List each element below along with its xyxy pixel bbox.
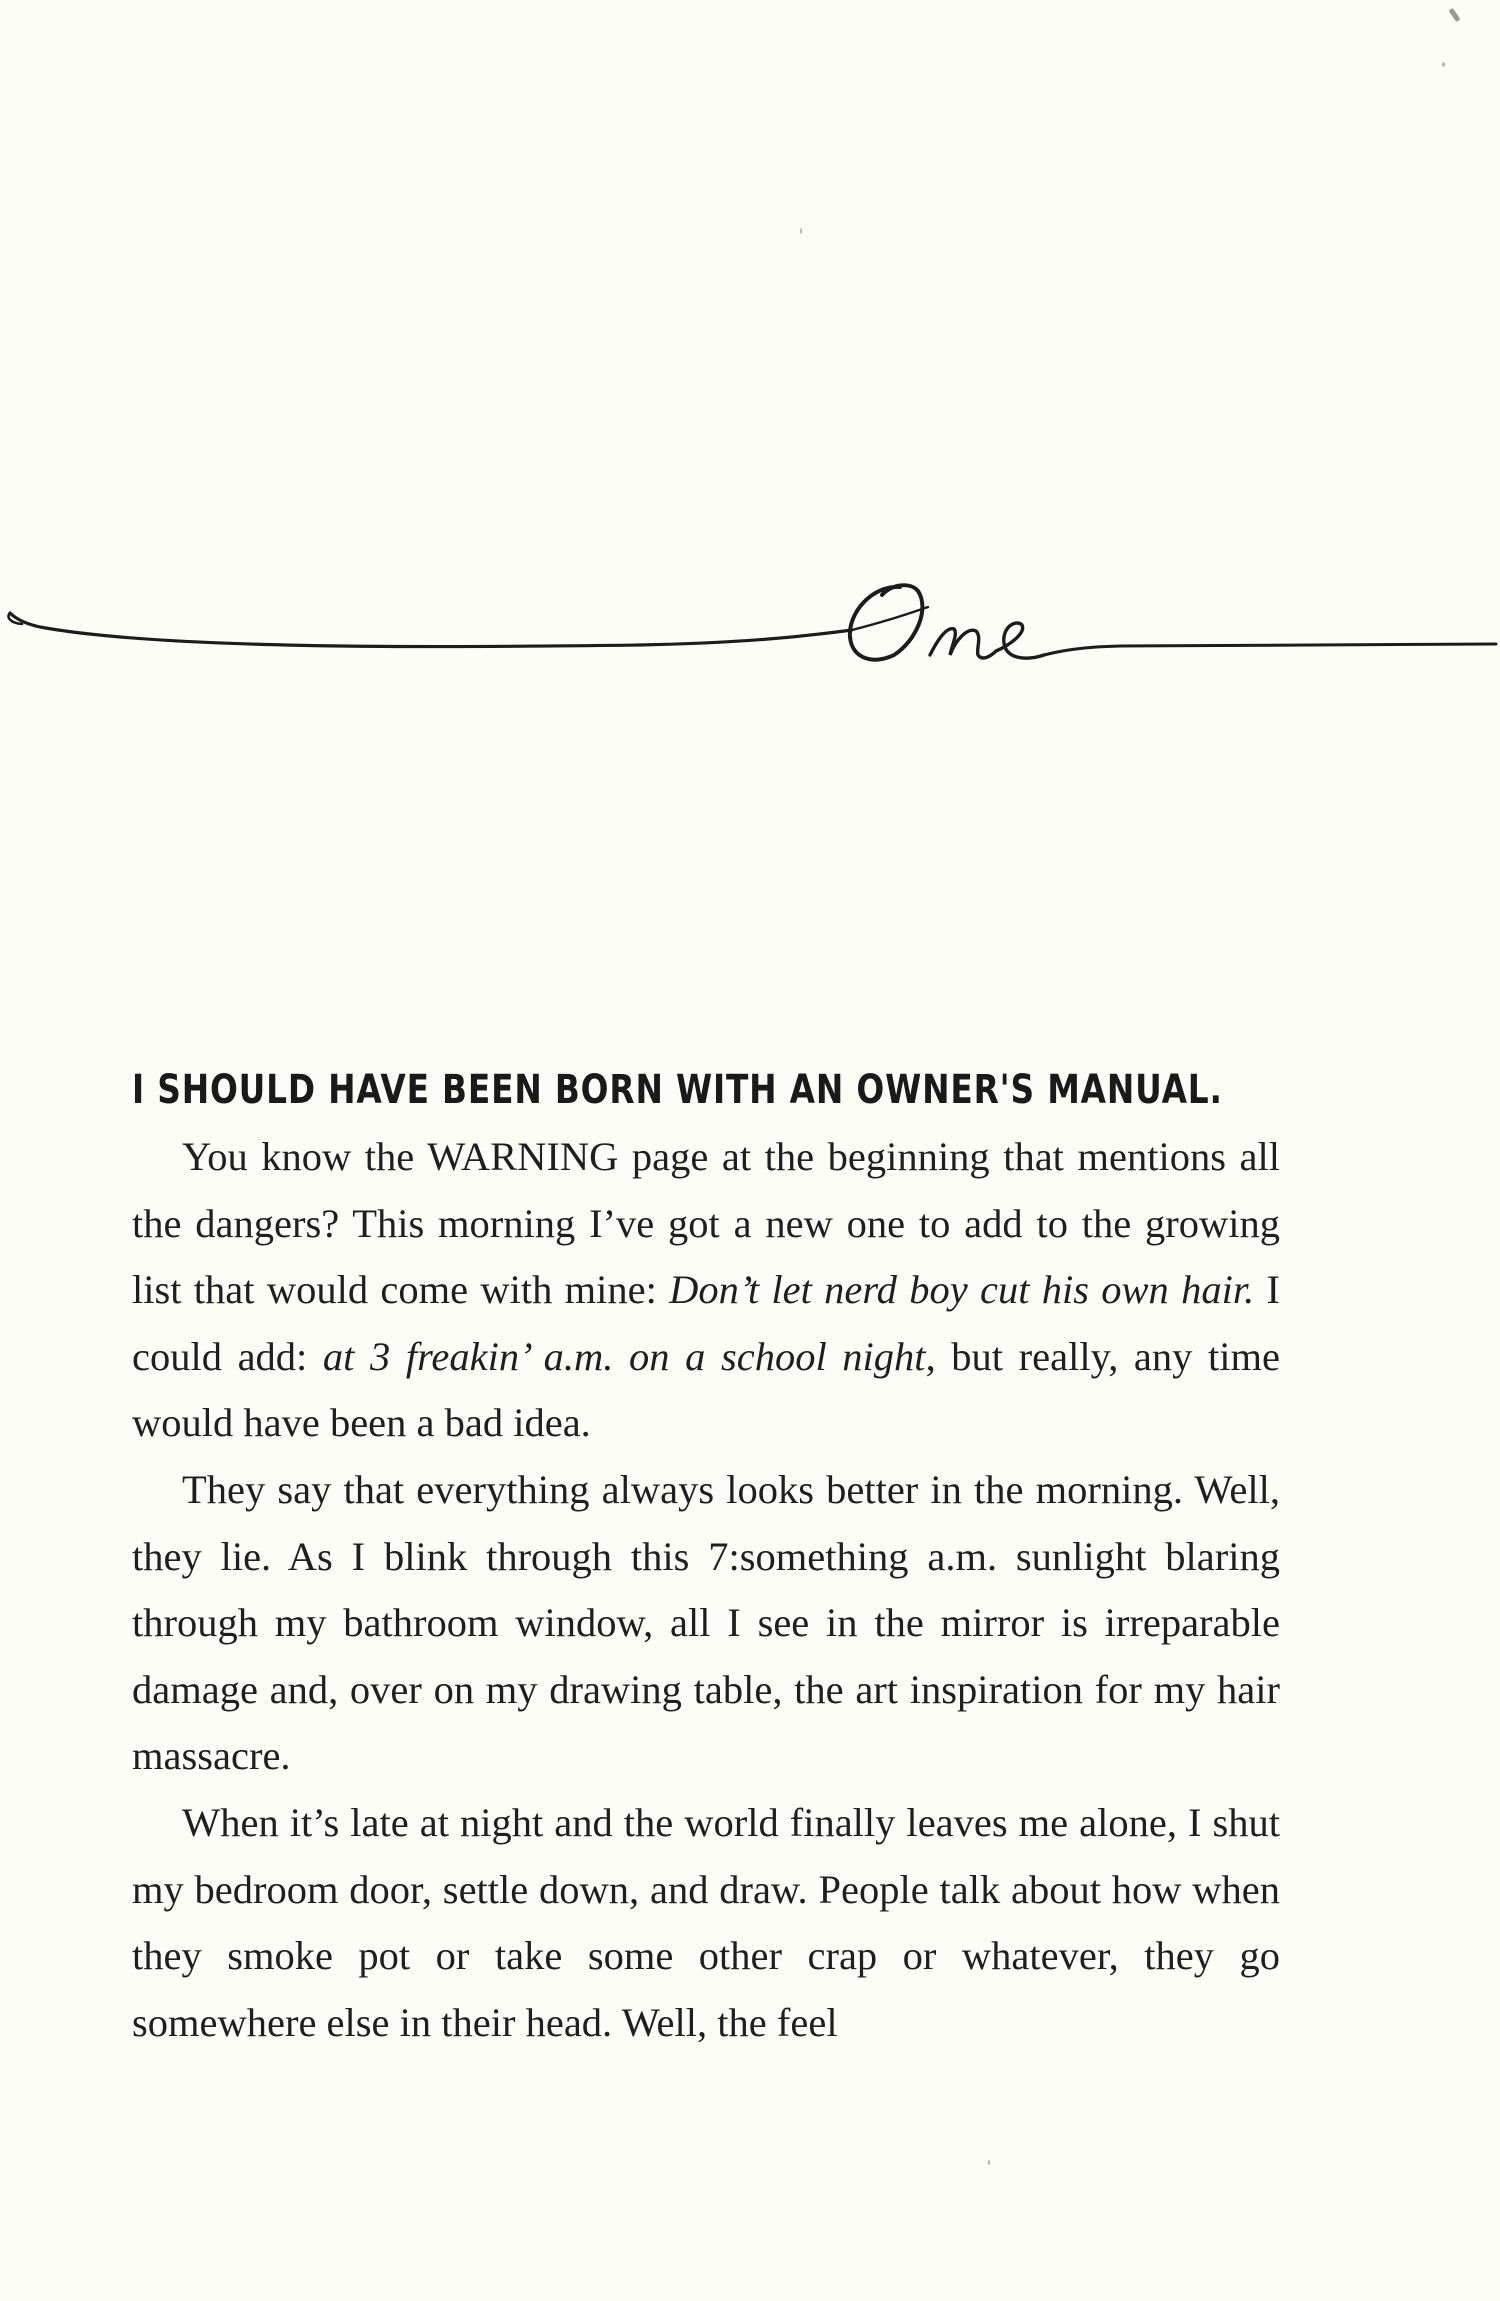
paragraph <box>132 1457 1280 1790</box>
opening-line: I SHOULD HAVE BEEN BORN WITH AN OWNER'S MANUAL. <box>132 1067 1223 1113</box>
text-run: You know the WARNING page at the beginning that mentions all the dangers? This morning I’ve got a new one to add to the growing list that would come with mine: <box>132 1134 1280 1313</box>
chapter-title <box>828 545 1128 695</box>
text-run: , but really, any time would have been a bad idea. <box>132 1333 1280 1446</box>
chapter-heading <box>0 545 1500 725</box>
paragraph <box>132 1790 1280 2056</box>
scan-speck <box>800 228 802 234</box>
scan-speck <box>1442 62 1445 67</box>
text-run: I could add: <box>132 1267 1280 1379</box>
italic-run: at 3 freakin’ a.m. on a school night <box>322 1333 926 1379</box>
chapter-body <box>132 1060 1280 2056</box>
text-run: When it’s late at night and the world finally leaves me alone, I shut my bedroom door, settle down, and draw. People talk about how when they smoke pot or take some other crap or whatever, they go somewhere else in their head. Well, the feel <box>132 1799 1280 2045</box>
text-run: They say that everything always looks better in the morning. Well, they lie. As I blink through this 7:something a.m. sunlight blaring through my bathroom window, all I see in the mirror is irreparable damage and, over on my drawing table, the art inspiration for my hair massacre. <box>132 1466 1280 1779</box>
chapter-flourish <box>0 545 1500 725</box>
italic-run: Don’t let nerd boy cut his own hair. <box>669 1267 1255 1313</box>
scan-speck <box>988 2160 990 2165</box>
paragraph <box>132 1124 1280 1457</box>
scan-speck <box>1448 8 1460 22</box>
